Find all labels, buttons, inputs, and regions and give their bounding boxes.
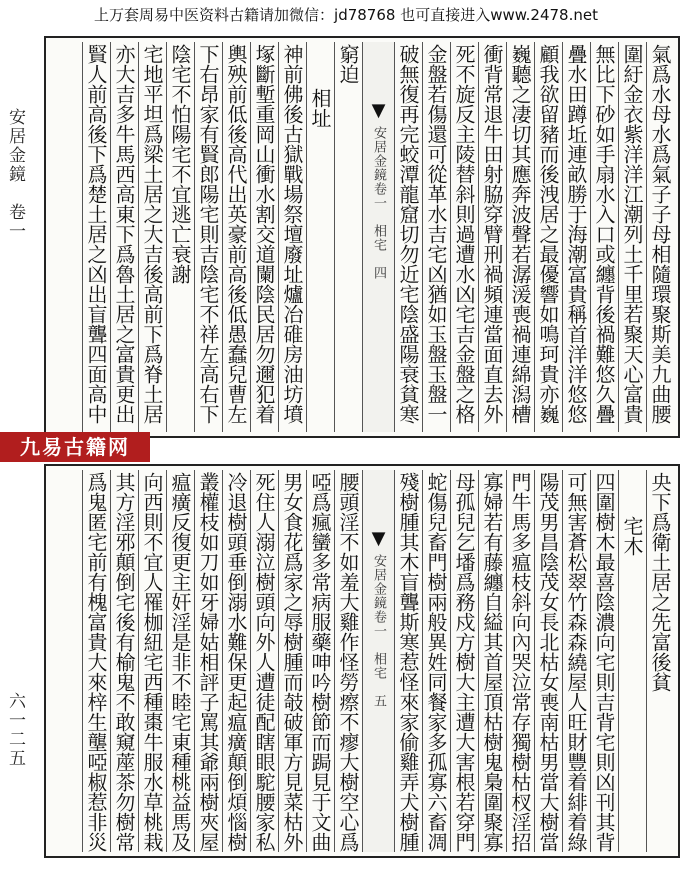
text-column: 瘟癀反復更主奸淫是非不睦宅東種桃益馬及 bbox=[168, 472, 192, 852]
text-column: 無比下砂如手扇水入口或纏背後禍難悠久疊 bbox=[590, 42, 618, 432]
text-column: 輿殃前低後高代出英豪前高後低愚蠢兒曹左 bbox=[222, 42, 250, 432]
text-column: 冷退樹頭垂倒溺水難保更起瘟癀顛倒煩惱樹 bbox=[224, 472, 248, 852]
text-column: 顧我欲留豬而後洩居之最優響如鳴珂貴亦巍 bbox=[534, 42, 562, 432]
book-title-margin: 安居金鏡 卷一 bbox=[5, 108, 25, 241]
text-column: 賢人前高後下爲楚土居之凶出盲聾四面高中 bbox=[82, 42, 110, 432]
text-column: 殘樹腫其木盲聾斯寒惹怪來家偷雞弄犬樹腫 bbox=[396, 472, 420, 852]
page-number-margin: 六一二五 bbox=[5, 692, 25, 768]
text-column: 死住人溺泣樹頭向外人遭徒配瞎眼駝腰家私 bbox=[252, 472, 276, 852]
top-text-panel bbox=[44, 36, 680, 438]
text-column: 氣爲水母水爲氣子子母相隨環聚斯美九曲腰 bbox=[646, 42, 674, 432]
gutter-label: 安居金鏡卷一 相宅 五 bbox=[371, 554, 386, 708]
text-column: 巍聽之凄切其應奔波聲若潺湲喪禍連綿潟槽 bbox=[506, 42, 534, 432]
text-column: 衝背常退牛田射脇穿臂刑禍頻連當面直去外 bbox=[478, 42, 506, 432]
text-column: 爲鬼匿宅前有槐富貴大來梓生壟啞椒惹非災 bbox=[84, 472, 108, 852]
page-gutter bbox=[362, 42, 394, 432]
text-column: 啞爲瘋蠻多常病服藥呻吟樹節而跼見于文曲 bbox=[308, 472, 332, 852]
text-column: 可無害蒼松翠竹森森繞屋人旺財豐着緋着綠 bbox=[564, 472, 588, 852]
text-column: 疊水田蹲坵連畝勝于海潮富貴稱首洋洋悠悠 bbox=[562, 42, 590, 432]
text-column: 陰宅不怕陽宅不宜逃亡衰謝 bbox=[166, 42, 194, 432]
text-column: 塚斷塹重岡山衝水割交道闌陰民居勿邇犯着 bbox=[250, 42, 278, 432]
text-column: 圍紆金衣紫洋洋江潮列土千里若聚天心富貴 bbox=[618, 42, 646, 432]
section-heading: 相址 bbox=[306, 42, 334, 432]
page-gutter bbox=[362, 470, 394, 852]
text-column: 寡婦若有藤纏自縊其首屋頂枯樹鬼梟圍聚寡 bbox=[480, 472, 504, 852]
text-column: 叢權枝如刀如牙婦姑相評子罵其爺兩樹夾屋 bbox=[196, 472, 220, 852]
text-column: 四圍樹木最喜陰濃向宅則吉背宅則凶刊其背 bbox=[592, 472, 616, 852]
section-heading: 宅木 bbox=[618, 470, 646, 852]
text-column: 金盤若傷還可從革水吉宅凶猶如玉盤玉盤一 bbox=[422, 42, 450, 432]
bottom-text-panel bbox=[44, 464, 680, 858]
text-column: 窮迫 bbox=[334, 42, 362, 432]
text-column: 神前佛後古獄戰場祭壇廢址爐冶碓房油坊墳 bbox=[278, 42, 306, 432]
text-column: 腰頭淫不如羞大雞作怪勞瘵不瘳大樹空心爲 bbox=[336, 472, 360, 852]
text-column: 死不旋反主陵替斜則過遭水凶宅吉金盤之格 bbox=[450, 42, 478, 432]
download-banner: 上万套周易中医资料古籍请加微信：jd78768 也可直接进入www.2478.net bbox=[94, 6, 598, 24]
text-column: 門牛馬多瘟枝斜向內哭泣常存獨樹枯杈淫招 bbox=[508, 472, 532, 852]
gutter-label: 安居金鏡卷一 相宅 四 bbox=[371, 126, 386, 280]
fish-tail-mark-icon: ▼ bbox=[368, 528, 389, 550]
fish-tail-mark-icon: ▼ bbox=[368, 100, 389, 122]
text-column: 陽茂男昌陰茂女長北枯女喪南枯男當大樹當 bbox=[536, 472, 560, 852]
text-column: 破無復再完蛟潭龍窟切勿近宅陰盛陽衰貧寒 bbox=[394, 42, 422, 432]
text-column: 亦大吉多牛馬西高東下爲魯土居之富貴更出 bbox=[110, 42, 138, 432]
bottom-columns bbox=[50, 470, 674, 852]
top-columns bbox=[50, 42, 674, 432]
text-column: 母孤兒乞墦爲務戍方樹大主遭大害根若穿門 bbox=[452, 472, 476, 852]
site-watermark-logo: 九易古籍网 bbox=[0, 432, 150, 462]
text-column: 其方淫邪顛倒宅後有榆鬼不敢窺蓙茶勿樹常 bbox=[112, 472, 136, 852]
text-column: 宅地平坦爲梁土居之大吉後高前下爲脊土居 bbox=[138, 42, 166, 432]
text-column: 蛇傷兒畜門樹兩般異姓同餐家多孤寡六畜凋 bbox=[424, 472, 448, 852]
text-column: 向西則不宜人罹枷紐宅西種棗牛服水草桃栽 bbox=[140, 472, 164, 852]
text-column: 央下爲衛土居之先富後貧 bbox=[646, 470, 674, 852]
text-column: 下右昂家有賢郎陽宅則吉陰宅不祥左高右下 bbox=[194, 42, 222, 432]
text-column: 男女食花爲家之辱樹腫而攲破軍方見菜枯外 bbox=[280, 472, 304, 852]
